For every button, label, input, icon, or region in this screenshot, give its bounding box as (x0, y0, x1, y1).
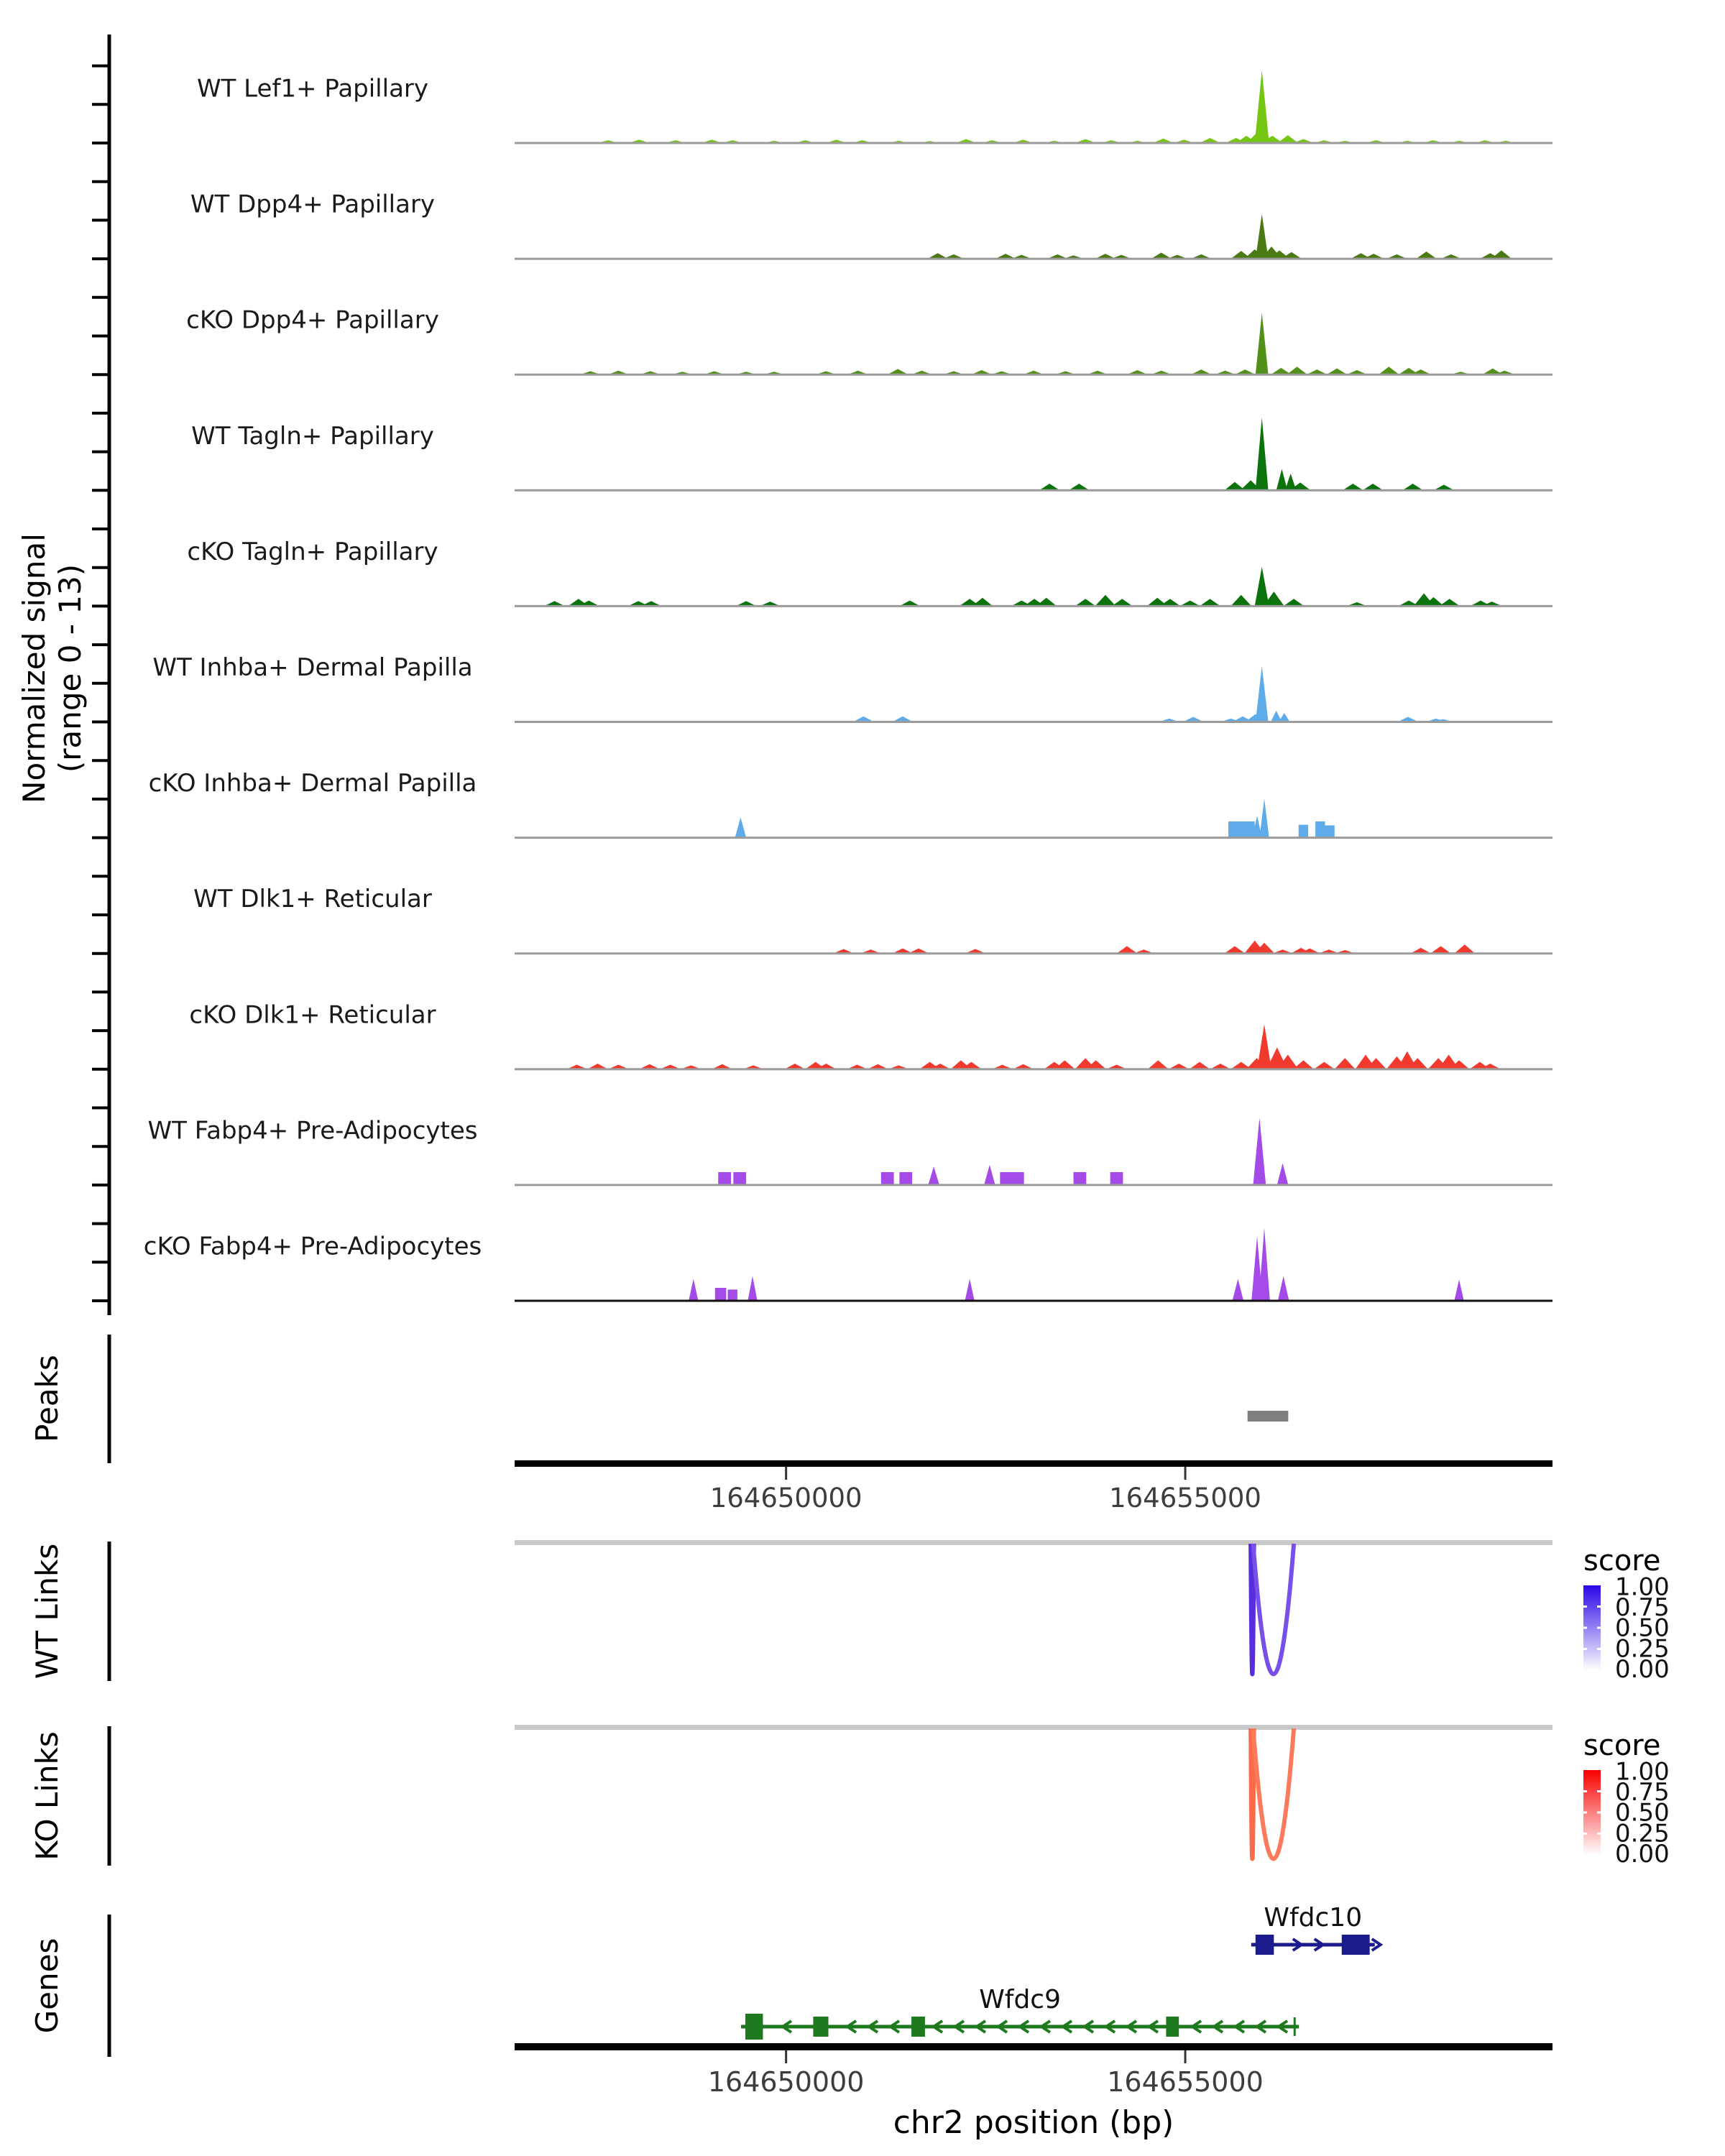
gene-exon-box (813, 2017, 828, 2037)
coverage-signal (515, 70, 1552, 143)
coverage-track (144, 1228, 1552, 1301)
score-legend-title: score (1583, 1729, 1661, 1762)
genome-axis-tick-label-bottom: 164650000 (707, 2066, 865, 2098)
link-arc (1253, 1544, 1294, 1674)
coverage-track (191, 418, 1552, 490)
legend-bar-notch (1597, 1790, 1601, 1792)
score-legend-tick-label: 0.00 (1615, 1839, 1670, 1869)
legend-bar-notch (1583, 1833, 1587, 1835)
coverage-signal (515, 666, 1552, 722)
gene-exon-box (1342, 1935, 1370, 1955)
coverage-track (193, 885, 1552, 954)
genes-section-label: Genes (29, 1938, 65, 2034)
track-label: cKO Tagln+ Papillary (187, 537, 438, 566)
wt-links-panel (109, 1540, 1670, 1684)
genome-axis-line-upper (515, 1460, 1552, 1467)
legend-bar-notch (1597, 1627, 1601, 1629)
genome-axis-tick-label-upper: 164650000 (709, 1483, 862, 1514)
track-label: WT Inhba+ Dermal Papilla (152, 653, 473, 682)
coverage-track (148, 1116, 1552, 1185)
score-legend-tick-label: 1.00 (1615, 1757, 1670, 1787)
legend-bar-notch (1583, 1606, 1587, 1608)
score-legend-tick-label: 0.50 (1615, 1613, 1670, 1643)
track-label: WT Dpp4+ Papillary (190, 190, 436, 219)
ko-links-panel (109, 1725, 1670, 1869)
coverage-signal (515, 313, 1552, 374)
gene-exon-box (911, 2017, 925, 2037)
y-axis-title-line2: (range 0 - 13) (52, 563, 88, 773)
coverage-track (186, 306, 1552, 375)
y-axis-title-line1: Normalized signal (17, 533, 52, 803)
score-legend-tick-label: 0.25 (1615, 1634, 1670, 1664)
score-legend-tick-label: 0.75 (1615, 1778, 1670, 1807)
coverage-signal (515, 214, 1552, 259)
peak-region-box (1248, 1411, 1289, 1422)
links-top-line (515, 1540, 1552, 1545)
peaks-section-label: Peaks (29, 1355, 65, 1442)
legend-bar-notch (1583, 1812, 1587, 1814)
score-legend-tick-label: 0.50 (1615, 1798, 1670, 1828)
coverage-track (197, 70, 1552, 143)
coverage-signal (515, 1228, 1552, 1301)
coverage-signal (515, 1118, 1552, 1185)
track-label: WT Dlk1+ Reticular (193, 885, 432, 914)
gene-exon-box (1166, 2017, 1179, 2037)
score-legend-tick-label: 0.00 (1615, 1654, 1670, 1684)
genome-axis-tick-label-bottom: 164655000 (1107, 2066, 1264, 2098)
track-label: WT Lef1+ Papillary (196, 74, 429, 103)
genome-axis-line-bottom (515, 2043, 1552, 2050)
gene-exon-box (745, 2014, 763, 2040)
gene-exon-box (1256, 1935, 1274, 1955)
legend-bar-notch (1597, 1812, 1601, 1814)
track-label: cKO Fabp4+ Pre-Adipocytes (143, 1232, 482, 1261)
coverage-signal (515, 567, 1552, 607)
legend-bar-notch (1583, 1648, 1587, 1650)
coverage-signal (515, 418, 1552, 490)
legend-bar-notch (1597, 1606, 1601, 1608)
coverage-track (190, 190, 1552, 259)
coverage-track (152, 653, 1552, 722)
track-label: cKO Dlk1+ Reticular (189, 1000, 436, 1030)
score-legend-title: score (1583, 1544, 1661, 1577)
score-legend-tick-label: 0.25 (1615, 1819, 1670, 1848)
legend-bar-notch (1583, 1627, 1587, 1629)
genome-axis-tick-label-upper: 164655000 (1109, 1483, 1261, 1514)
legend-bar-notch (1597, 1833, 1601, 1835)
link-arc (1253, 1728, 1294, 1859)
coverage-track (149, 769, 1552, 838)
track-label: cKO Dpp4+ Papillary (186, 305, 439, 335)
coverage-signal (515, 798, 1552, 838)
gene-name-label: Wfdc10 (1264, 1903, 1363, 1932)
links-section-label: WT Links (29, 1543, 65, 1680)
coverage-signal (515, 941, 1552, 954)
coverage-track (187, 538, 1552, 607)
gene-model (741, 1985, 1299, 2040)
legend-bar-notch (1597, 1648, 1601, 1650)
x-axis-title: chr2 position (bp) (893, 2104, 1174, 2141)
links-section-label: KO Links (29, 1731, 65, 1861)
coverage-signal (515, 1024, 1552, 1069)
coverage-track (189, 1000, 1552, 1069)
track-label: cKO Inhba+ Dermal Papilla (148, 769, 477, 798)
legend-bar-notch (1583, 1790, 1587, 1792)
track-label: WT Tagln+ Papillary (191, 421, 434, 451)
score-legend-tick-label: 1.00 (1615, 1572, 1670, 1602)
links-top-line (515, 1725, 1552, 1730)
track-label: WT Fabp4+ Pre-Adipocytes (147, 1116, 478, 1146)
gene-name-label: Wfdc9 (979, 1985, 1062, 2014)
score-legend-tick-label: 0.75 (1615, 1593, 1670, 1623)
gene-model (1251, 1903, 1381, 1955)
